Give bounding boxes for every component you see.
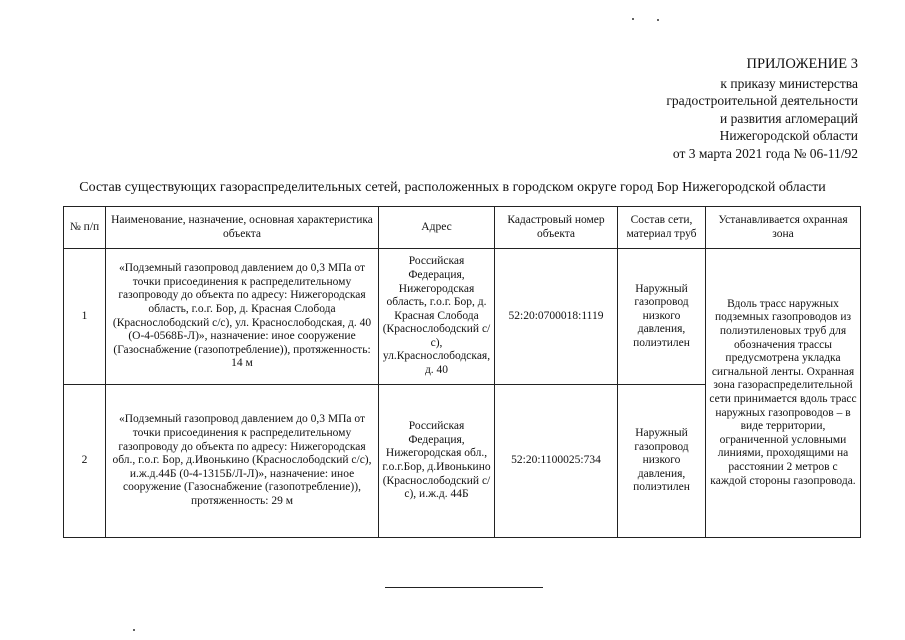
header-line: и развития агломераций — [719, 110, 858, 126]
header-line: к приказу министерства — [720, 75, 858, 91]
col-header-cadastral: Кадастровый номер объекта — [495, 207, 618, 249]
cell-num: 2 — [64, 385, 106, 538]
end-separator-line — [385, 587, 543, 588]
document-header — [666, 56, 858, 162]
cell-name: «Подземный газопровод давлением до 0,3 МПа от точки присоединения к распределительному газопроводу до объекта по адресу: Нижегородская обл., г.о.г. Бор, д.Ивонькино (Краснослободский с/с), и.ж.д.44Б (0-4-1315Б/Л-Л)», назначение: иное сооружение (Газоснабжение (газопотребление)), протяженность: 29 м — [106, 385, 379, 538]
col-header-address: Адрес — [379, 207, 495, 249]
cell-cadastral: 52:20:1100025:734 — [495, 385, 618, 538]
col-header-num: № п/п — [64, 207, 106, 249]
col-header-zone: Устанавливается охранная зона — [706, 207, 861, 249]
header-line: Нижегородской области — [719, 128, 858, 143]
cell-address: Российская Федерация, Нижегородская область, г.о.г. Бор, д. Красная Слобода (Краснослободский с/с), ул.Краснослободская, д. 40 — [379, 249, 495, 385]
table-header-row — [64, 207, 861, 249]
scan-speck — [657, 19, 659, 21]
cell-zone: Вдоль трасс наружных подземных газопроводов из полиэтиленовых труб для обозначения трассы предусмотрена укладка сигнальной ленты. Охранная зона газораспределительной сети принимается вдоль трасс наружных газопроводов – в виде территории, ограниченной условными линиями, проходящими на расстоянии 2 метров с каждой стороны газопровода. — [706, 249, 861, 538]
scan-speck — [133, 629, 135, 631]
cell-name: «Подземный газопровод давлением до 0,3 МПа от точки присоединения к распределительному газопроводу до объекта по адресу: Нижегородская область, г.о.г. Бор, д. Красная Слобода (Краснослободский с/с), ул. Краснослободская, д. 40 (О-4-0568Б-Л)», назначение: иное сооружение (Газоснабжение (газопотребление)), протяженность: 14 м — [106, 249, 379, 385]
col-header-network: Состав сети, материал труб — [618, 207, 706, 249]
cell-address: Российская Федерация, Нижегородская обл., г.о.г.Бор, д.Ивонькино (Краснослободский с/с), и.ж.д. 44Б — [379, 385, 495, 538]
scan-speck — [632, 18, 634, 20]
cell-num: 1 — [64, 249, 106, 385]
gas-network-table — [63, 206, 861, 538]
table-row — [64, 249, 861, 385]
document-title: Состав существующих газораспределительных сетей, расположенных в городском округе город Бор Нижегородской области — [79, 180, 826, 195]
header-line: градостроительной деятельности — [666, 93, 858, 108]
cell-network: Наружный газопровод низкого давления, полиэтилен — [618, 249, 706, 385]
cell-cadastral: 52:20:0700018:1119 — [495, 249, 618, 385]
appendix-title: ПРИЛОЖЕНИЕ 3 — [746, 56, 858, 72]
cell-network: Наружный газопровод низкого давления, полиэтилен — [618, 385, 706, 538]
col-header-name: Наименование, назначение, основная характеристика объекта — [106, 207, 379, 249]
header-line: от 3 марта 2021 года № 06-11/92 — [672, 145, 858, 161]
